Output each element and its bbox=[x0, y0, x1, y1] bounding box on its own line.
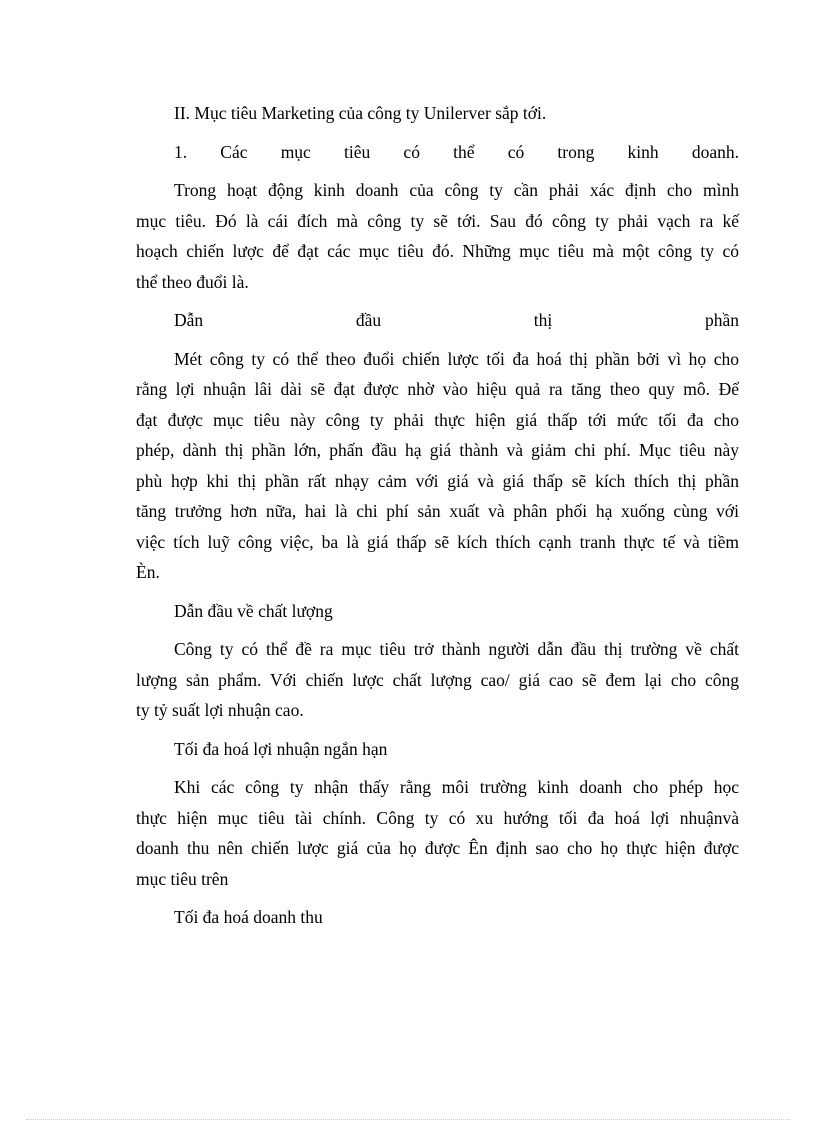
paragraph-line: rằng lợi nhuận lâi dài sẽ đạt được nhờ vào hiệu quả ra tăng theo quy mô. Để bbox=[136, 379, 739, 399]
paragraph-line: tăng trưởng hơn nữa, hai là chi phí sản xuất và phân phối hạ xuống cùng với bbox=[136, 501, 739, 521]
subheading-word: có bbox=[403, 141, 420, 162]
paragraph-line: lượng sản phẩm. Với chiến lược chất lượng cao/ giá cao sẽ đem lại cho công bbox=[136, 669, 739, 690]
subheading-word: thể bbox=[453, 141, 475, 162]
subheading-can-have-objectives bbox=[136, 137, 739, 168]
paragraph-line: Mét công ty có thể theo đuổi chiến lược tối đa hoá thị phần bởi vì họ cho bbox=[174, 348, 739, 369]
subheading-word: có bbox=[507, 141, 525, 162]
paragraph-line: Trong hoạt động kinh doanh của công ty cần phải xác định cho mình bbox=[174, 180, 739, 200]
heading-revenue: Tối đa hoá doanh thu bbox=[174, 907, 323, 927]
heading-word: đầu bbox=[355, 310, 382, 330]
heading-word: phần bbox=[704, 310, 739, 330]
paragraph-line: phép, dành thị phần lớn, phấn đầu hạ giá thành và giảm chi phí. Mục tiêu này bbox=[136, 440, 739, 460]
subheading-word: mục bbox=[280, 141, 311, 162]
heading-word: thị bbox=[533, 310, 553, 330]
market-share-paragraph bbox=[136, 344, 739, 588]
quality-paragraph bbox=[136, 634, 739, 726]
paragraph-line: Khi các công ty nhận thấy rằng môi trường kinh doanh cho phép học bbox=[174, 777, 739, 797]
subheading-word: tiêu bbox=[344, 141, 371, 162]
paragraph-line: hoạch chiến lược để đạt các mục tiêu đó. Những mục tiêu mà một công ty có bbox=[136, 241, 739, 261]
page-bottom-rule bbox=[26, 1119, 790, 1120]
paragraph-line: Èn. bbox=[136, 562, 160, 582]
paragraph-line: mục tiêu. Đó là cái đích mà công ty sẽ tới. Sau đó công ty phải vạch ra kế bbox=[136, 210, 739, 231]
heading-quality: Dẫn đầu về chất lượng bbox=[174, 600, 333, 621]
paragraph-line: Công ty có thể đề ra mục tiêu trở thành người dẫn đầu thị trường về chất bbox=[174, 639, 739, 659]
paragraph-line: thể theo đuổi là. bbox=[136, 271, 249, 292]
subheading-word: trong bbox=[557, 141, 595, 162]
subheading-word: Các bbox=[220, 141, 248, 162]
heading-short-term-profit: Tối đa hoá lợi nhuận ngắn hạn bbox=[174, 738, 388, 759]
paragraph-line: phù hợp khi thị phần rất nhạy cảm với giá và giá thấp sẽ kích thích thị phần bbox=[136, 470, 739, 491]
profit-paragraph bbox=[136, 772, 739, 894]
paragraph-line: ty tỷ suất lợi nhuận cao. bbox=[136, 700, 304, 720]
intro-paragraph bbox=[136, 175, 739, 297]
subheading-word: doanh. bbox=[691, 141, 739, 162]
subheading-word: kinh bbox=[627, 141, 659, 162]
section-heading: II. Mục tiêu Marketing của công ty Unilerver sắp tới. bbox=[174, 103, 547, 123]
document-body bbox=[136, 98, 739, 933]
paragraph-line: đạt được mục tiêu này công ty phải thực hiện giá thấp tới mức tối đa cho bbox=[136, 409, 739, 430]
heading-market-share bbox=[136, 305, 739, 336]
subheading-word: 1. bbox=[174, 141, 188, 162]
paragraph-line: doanh thu nên chiến lược giá của họ được Ên định sao cho họ thực hiện được bbox=[136, 838, 739, 858]
heading-word: Dẫn bbox=[174, 310, 204, 330]
paragraph-line: thực hiện mục tiêu tài chính. Công ty có xu hướng tối đa hoá lợi nhuậnvà bbox=[136, 807, 739, 828]
paragraph-line: mục tiêu trên bbox=[136, 868, 229, 889]
paragraph-line: việc tích luỹ công việc, ba là giá thấp sẽ kích thích cạnh tranh thực tế và tiềm bbox=[136, 531, 739, 552]
